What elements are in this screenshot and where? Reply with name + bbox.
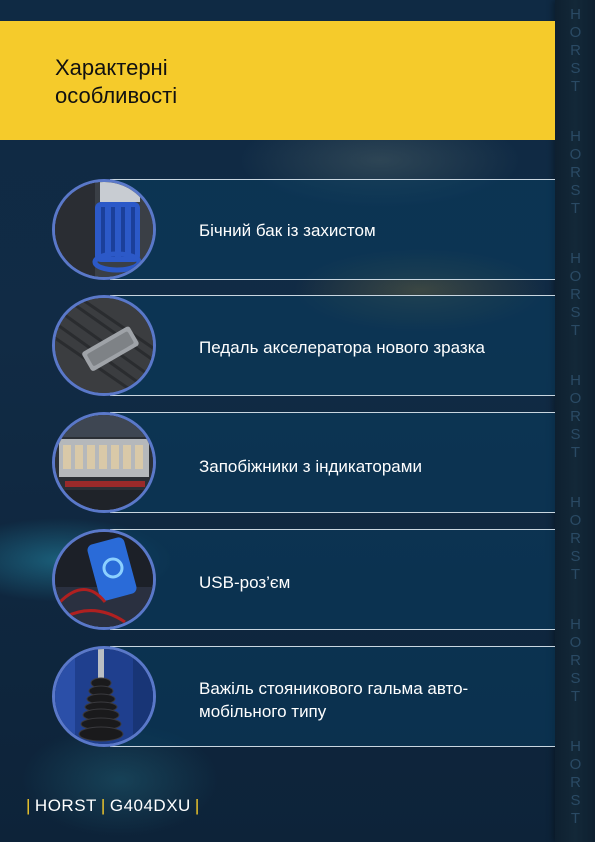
side-watermark (555, 128, 595, 218)
watermark-text: HORST (567, 616, 584, 706)
feature-item (0, 295, 555, 396)
side-strip (555, 0, 595, 842)
side-watermark (555, 6, 595, 96)
fuses-image (55, 415, 153, 510)
watermark-text: HORST (567, 128, 584, 218)
footer-brand (22, 796, 204, 816)
fuses-photo (52, 412, 156, 513)
side-watermark (555, 250, 595, 340)
watermark-text: HORST (567, 738, 584, 828)
feature-item (0, 529, 555, 630)
page-title (55, 54, 355, 110)
parking-brake-lever-image (55, 649, 153, 744)
side-watermark (555, 494, 595, 584)
accelerator-pedal-image (55, 298, 153, 393)
usb-port-image (55, 532, 153, 627)
side-watermark (555, 738, 595, 828)
feature-label-line2: мобільного типу (199, 702, 327, 721)
footer-model: G404DXU (109, 796, 191, 815)
side-watermark (555, 616, 595, 706)
page-title-line2: особливості (55, 83, 178, 108)
accelerator-pedal-photo (52, 295, 156, 396)
footer-separator: | (194, 796, 200, 815)
feature-label (199, 677, 529, 723)
header-banner (0, 21, 555, 140)
parking-brake-lever-photo (52, 646, 156, 747)
feature-label: Бічний бак із захистом (199, 221, 376, 240)
watermark-text: HORST (567, 6, 584, 96)
watermark-text: HORST (567, 494, 584, 584)
footer-separator: | (26, 796, 31, 815)
feature-label: Педаль акселератора нового зразка (199, 338, 485, 357)
footer-separator: | (100, 796, 106, 815)
side-tank-image (55, 182, 153, 277)
feature-label-line1: Важіль стояникового гальма авто- (199, 679, 469, 698)
side-watermark (555, 372, 595, 462)
page-title-line1: Характерні (55, 55, 168, 80)
feature-item (0, 646, 555, 747)
feature-label: USB-роз’єм (199, 573, 291, 592)
usb-port-photo (52, 529, 156, 630)
feature-label: Запобіжники з індикаторами (199, 457, 422, 476)
side-tank-photo (52, 179, 156, 280)
footer-brand-name: HORST (34, 796, 97, 815)
watermark-text: HORST (567, 250, 584, 340)
watermark-text: HORST (567, 372, 584, 462)
feature-item (0, 179, 555, 280)
feature-item (0, 412, 555, 513)
